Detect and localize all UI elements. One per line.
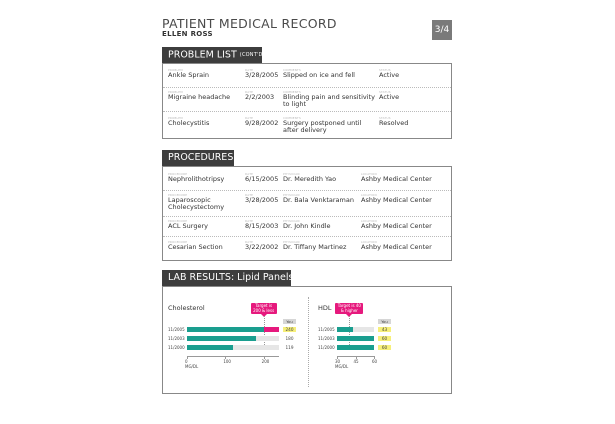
bar-category-label: 11/2003 bbox=[318, 336, 335, 341]
chart-title: HDL bbox=[318, 304, 332, 312]
procedure-date: 3/28/2005 bbox=[245, 196, 279, 204]
lab-results-header bbox=[162, 270, 294, 286]
table-row: PROCEDURE Nephrolithotripsy DATE 6/15/2005 PHYSICIAN Dr. Meredith Yao LOCATION Ashby Medical Center bbox=[163, 170, 451, 191]
x-axis-unit: MG/DL bbox=[185, 364, 199, 369]
bar bbox=[187, 327, 264, 332]
problem-comment: Surgery postponed until after delivery bbox=[283, 119, 362, 134]
bar-category-label: 11/2005 bbox=[318, 327, 335, 332]
problem-name: Ankle Sprain bbox=[168, 71, 210, 79]
value-column-header: You bbox=[378, 319, 391, 324]
bar-value-label: 180 bbox=[285, 336, 294, 341]
problem-list-title: PROBLEM LIST bbox=[168, 49, 237, 61]
target-callout: Target is 40 & higher bbox=[335, 303, 363, 314]
problem-comment: Slipped on ice and fell bbox=[283, 71, 355, 79]
table-row: PROBLEM Ankle Sprain DATE 3/28/2005 COMMENTS Slipped on ice and fell STATUS Active bbox=[163, 66, 451, 88]
bar-value-label: 119 bbox=[285, 345, 294, 350]
table-row: PROCEDURE Laparoscopic Cholecystectomy DATE 3/28/2005 PHYSICIAN Dr. Bala Venktaraman LOCATION Ashby Medical Center bbox=[163, 191, 451, 217]
problem-date: 3/28/2005 bbox=[245, 71, 279, 79]
bar-category-label: 11/2003 bbox=[168, 336, 185, 341]
procedure-physician: Dr. Meredith Yao bbox=[283, 175, 337, 183]
problem-status: Resolved bbox=[379, 119, 409, 127]
bar-value-label: 60 bbox=[378, 336, 391, 341]
chart-divider bbox=[308, 297, 309, 387]
problem-list-cont: (CONT'D) bbox=[239, 52, 265, 58]
bar-value-label: 240 bbox=[283, 327, 296, 332]
problem-status: Active bbox=[379, 71, 400, 79]
procedure-date: 3/22/2002 bbox=[245, 243, 279, 251]
procedure-name: Laparoscopic Cholecystectomy bbox=[168, 196, 225, 211]
table-row: PROCEDURE ACL Surgery DATE 8/15/2003 PHYSICIAN Dr. John Kindle LOCATION Ashby Medical Center bbox=[163, 217, 451, 237]
bar-category-label: 11/2000 bbox=[318, 345, 335, 350]
problem-name: Migraine headache bbox=[168, 93, 231, 101]
bar-category-label: 11/2005 bbox=[168, 327, 185, 332]
lab-results-title: LAB RESULTS: Lipid Panels bbox=[168, 272, 294, 283]
problem-name: Cholecystitis bbox=[168, 119, 210, 127]
chart-title: Cholesterol bbox=[168, 304, 205, 312]
bar bbox=[337, 345, 374, 350]
x-axis-tick-label: 100 bbox=[223, 359, 231, 364]
problem-list-header bbox=[162, 47, 265, 63]
cholesterol-chart bbox=[163, 287, 303, 393]
problem-list-panel bbox=[162, 63, 452, 139]
bar-over-target bbox=[264, 327, 279, 332]
bar bbox=[337, 336, 374, 341]
procedures-panel bbox=[162, 166, 452, 261]
procedure-date: 6/15/2005 bbox=[245, 175, 279, 183]
problem-status: Active bbox=[379, 93, 400, 101]
page-title: PATIENT MEDICAL RECORD bbox=[162, 16, 337, 31]
procedure-physician: Dr. Bala Venktaraman bbox=[283, 196, 354, 204]
x-axis-tick-label: 200 bbox=[261, 359, 270, 364]
x-axis-tick-label: 45 bbox=[353, 359, 359, 364]
x-axis-tick-label: 30 bbox=[335, 359, 341, 364]
procedure-date: 8/15/2003 bbox=[245, 222, 279, 230]
problem-date: 9/28/2002 bbox=[245, 119, 279, 127]
x-axis-line bbox=[187, 356, 279, 357]
bar bbox=[187, 336, 256, 341]
procedure-location: Ashby Medical Center bbox=[361, 175, 432, 183]
patient-name: ELLEN ROSS bbox=[162, 30, 213, 38]
table-row: PROCEDURE Cesarian Section DATE 3/22/2002 PHYSICIAN Dr. Tiffany Martinez LOCATION Ashby Medical Center bbox=[168, 240, 432, 251]
procedure-physician: Dr. Tiffany Martinez bbox=[283, 243, 347, 251]
procedures-header bbox=[162, 150, 234, 166]
hdl-chart bbox=[313, 287, 451, 393]
procedure-name: Cesarian Section bbox=[168, 243, 223, 251]
procedure-name: Nephrolithotripsy bbox=[168, 175, 225, 183]
bar bbox=[337, 327, 353, 332]
target-callout: Target is 200 & less bbox=[251, 303, 277, 314]
procedure-location: Ashby Medical Center bbox=[361, 222, 432, 230]
lab-results-panel bbox=[162, 286, 452, 394]
x-axis-unit: MG/DL bbox=[335, 364, 349, 369]
bar-value-label: 60 bbox=[378, 345, 391, 350]
page-number-badge: 3/4 bbox=[432, 20, 452, 40]
x-axis-tick-label: 60 bbox=[372, 359, 378, 364]
procedure-location: Ashby Medical Center bbox=[361, 196, 432, 204]
bar bbox=[187, 345, 233, 350]
table-row: PROBLEM Cholecystitis DATE 9/28/2002 COMMENTS Surgery postponed until after delivery STATUS Resolved bbox=[168, 116, 409, 134]
table-row: PROBLEM Migraine headache DATE 2/2/2003 COMMENTS Blinding pain and sensitivity to light STATUS Active bbox=[163, 88, 451, 112]
problem-date: 2/2/2003 bbox=[245, 93, 275, 101]
problem-comment: Blinding pain and sensitivity to light bbox=[283, 93, 375, 108]
procedure-location: Ashby Medical Center bbox=[361, 243, 432, 251]
procedures-title: PROCEDURES bbox=[168, 152, 234, 163]
value-column-header: You bbox=[283, 319, 296, 324]
bar-category-label: 11/2000 bbox=[168, 345, 185, 350]
x-axis-tick-label: 0 bbox=[185, 359, 188, 364]
bar-value-label: 43 bbox=[378, 327, 391, 332]
procedure-physician: Dr. John Kindle bbox=[283, 222, 331, 230]
procedure-name: ACL Surgery bbox=[168, 222, 209, 230]
